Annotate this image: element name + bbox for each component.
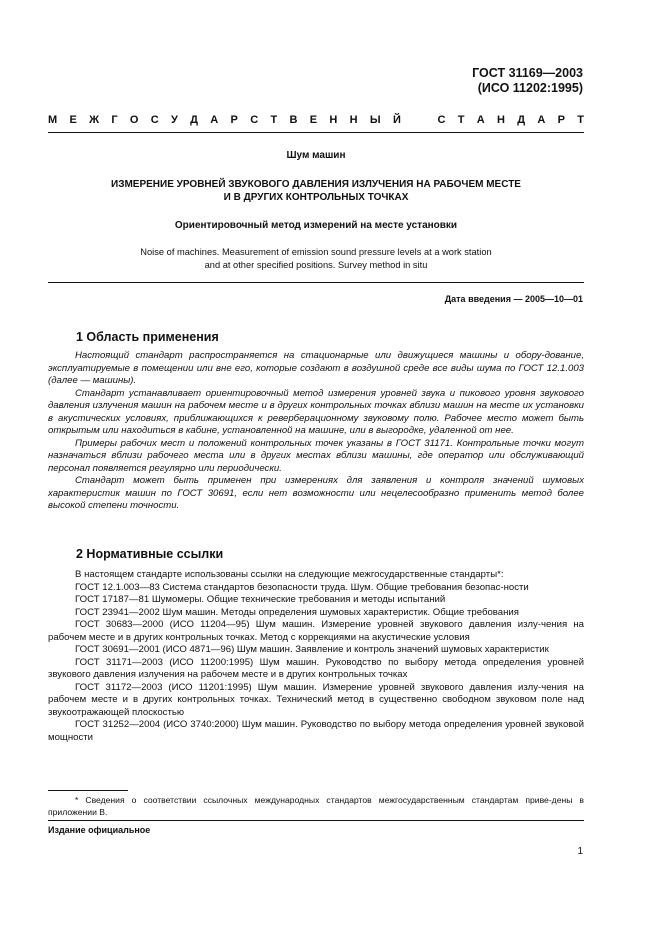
reference-item: ГОСТ 23941—2002 Шум машин. Методы определения шумовых характеристик. Общие требования: [75, 606, 519, 618]
banner-letter: С: [437, 114, 446, 126]
banner-letter: С: [150, 114, 159, 126]
footnote: [48, 795, 584, 818]
banner-letter: Р: [557, 114, 565, 126]
english-title: [48, 246, 584, 272]
main-title: [48, 178, 584, 204]
effective-date: Дата введения — 2005—10—01: [444, 294, 583, 304]
title-divider: [48, 282, 584, 283]
subtitle: Ориентировочный метод измерений на месте установки: [174, 220, 458, 231]
section-1-heading: 1 Область применения: [76, 330, 219, 344]
banner-letter: Е: [309, 114, 318, 126]
reference-item: ГОСТ 17187—81 Шумомеры. Общие технические требования и методы испытаний: [75, 594, 446, 605]
banner-letter: А: [476, 114, 485, 126]
banner-letter: У: [171, 114, 178, 126]
banner-letter: С: [250, 114, 259, 126]
reference-item: ГОСТ 30683—2000 (ИСО 11204—95) Шум машин. Измерение уровней звукового давления излу-чения на рабочем месте и в других контрольных точках. Метод с коррекциями на акустические условия: [48, 619, 584, 643]
edition-label: Издание официальное: [48, 825, 151, 835]
banner-letter: Ж: [89, 114, 100, 126]
banner-letter: Г: [111, 114, 118, 126]
group-title: Шум машин: [286, 150, 346, 161]
english-title-line-2: and at other specified positions. Survey method in situ: [204, 260, 428, 270]
banner-divider: [48, 132, 584, 133]
banner-letter: Н: [329, 114, 338, 126]
footnote-divider: [48, 790, 128, 791]
banner-letter: Н: [349, 114, 358, 126]
reference-item: ГОСТ 31171—2003 (ИСО 11200:1995) Шум машин. Руководство по выбору метода определения уровней звукового давления излучения на рабочем месте и в других контрольных точках: [48, 656, 584, 680]
main-title-line-2: И В ДРУГИХ КОНТРОЛЬНЫХ ТОЧКАХ: [223, 192, 409, 203]
banner-letter: М: [48, 114, 58, 126]
banner-letter: Д: [190, 114, 198, 126]
section-2-heading: 2 Нормативные ссылки: [76, 547, 224, 561]
reference-item: ГОСТ 31172—2003 (ИСО 11201:1995) Шум машин. Измерение уровней звукового давления излу-чения на рабочем месте и в других контрольных точках. Технический метод в существенно свободном звуковом поле над звукоотражающей плоскостью: [48, 681, 584, 718]
section-2-body: [48, 569, 584, 744]
banner-letter: А: [537, 114, 546, 126]
english-title-line-1: Noise of machines. Measurement of emission sound pressure levels at a work station: [140, 247, 492, 257]
banner-letter: В: [289, 114, 298, 126]
banner-letter: Т: [577, 114, 584, 126]
banner-gap: [413, 114, 425, 126]
paragraph: Стандарт устанавливает ориентировочный метод измерения уровней звука и пикового уровня звукового давления излучения машин на рабочем месте и в других контрольных точках вблизи машин на месте их установки в акустических условиях, приближающихся к реверберационному звуковому полю. Рабочее место может быть открытым или находиться в кабине, установленной на машине, или в выгородке, удаленной от нее.: [48, 387, 584, 436]
reference-item: ГОСТ 12.1.003—83 Система стандартов безопасности труда. Шум. Общие требования безопас-ности: [75, 581, 529, 593]
main-title-line-1: ИЗМЕРЕНИЕ УРОВНЕЙ ЗВУКОВОГО ДАВЛЕНИЯ ИЗЛУЧЕНИЯ НА РАБОЧЕМ МЕСТЕ: [111, 179, 521, 190]
banner-letter: Е: [69, 114, 77, 126]
page-number: 1: [577, 846, 583, 857]
paragraph: Примеры рабочих мест и положений контрольных точек указаны в ГОСТ 31171. Контрольные точки могут назначаться вблизи рабочего места или в других местах вблизи машины, где оператор или обслуживающий персонал появляется регулярно или периодически.: [48, 437, 584, 474]
paragraph: В настоящем стандарте использованы ссылки на следующие межгосударственные стандарты*:: [75, 569, 504, 580]
paragraph: Настоящий стандарт распространяется на стационарные или движущиеся машины и обору-дование, эксплуатируемые в помещении или вне его, которые создают в воздушной среде все виды шума по ГОСТ 12.1.003 (далее — машины).: [48, 350, 584, 386]
edition-divider: [48, 820, 584, 821]
banner-letter: Т: [270, 114, 278, 126]
reference-item: ГОСТ 31252—2004 (ИСО 3740:2000) Шум машин. Руководство по выбору метода определения уровней звуковой мощности: [48, 719, 584, 743]
banner-letter: Й: [392, 114, 401, 126]
code-line-2: (ИСО 11202:1995): [477, 81, 583, 95]
banner-letter: Ы: [369, 114, 381, 126]
footnote-text: * Сведения о соответствии ссылочных международных стандартов межгосударственным стандартам приве-дены в приложении В.: [48, 795, 584, 817]
reference-item: ГОСТ 30691—2001 (ИСО 4871—96) Шум машин. Заявление и контроль значений шумовых характеристик: [75, 644, 549, 655]
code-line-1: ГОСТ 31169—2003: [472, 66, 583, 80]
banner-letter: О: [129, 114, 139, 126]
banner-letter: Т: [457, 114, 465, 126]
document-code: [472, 66, 583, 96]
banner-letter: Д: [517, 114, 526, 126]
interstate-standard-banner: [48, 114, 584, 126]
banner-letter: Р: [230, 114, 238, 126]
paragraph: Стандарт может быть применен при измерениях для заявления и контроля значений шумовых характеристик машин по ГОСТ 30691, если нет возможности или нецелесообразно применить метод более высокой степени точности.: [48, 475, 584, 511]
banner-letter: А: [210, 114, 219, 126]
section-1-body: [48, 350, 584, 513]
banner-letter: Н: [496, 114, 505, 126]
